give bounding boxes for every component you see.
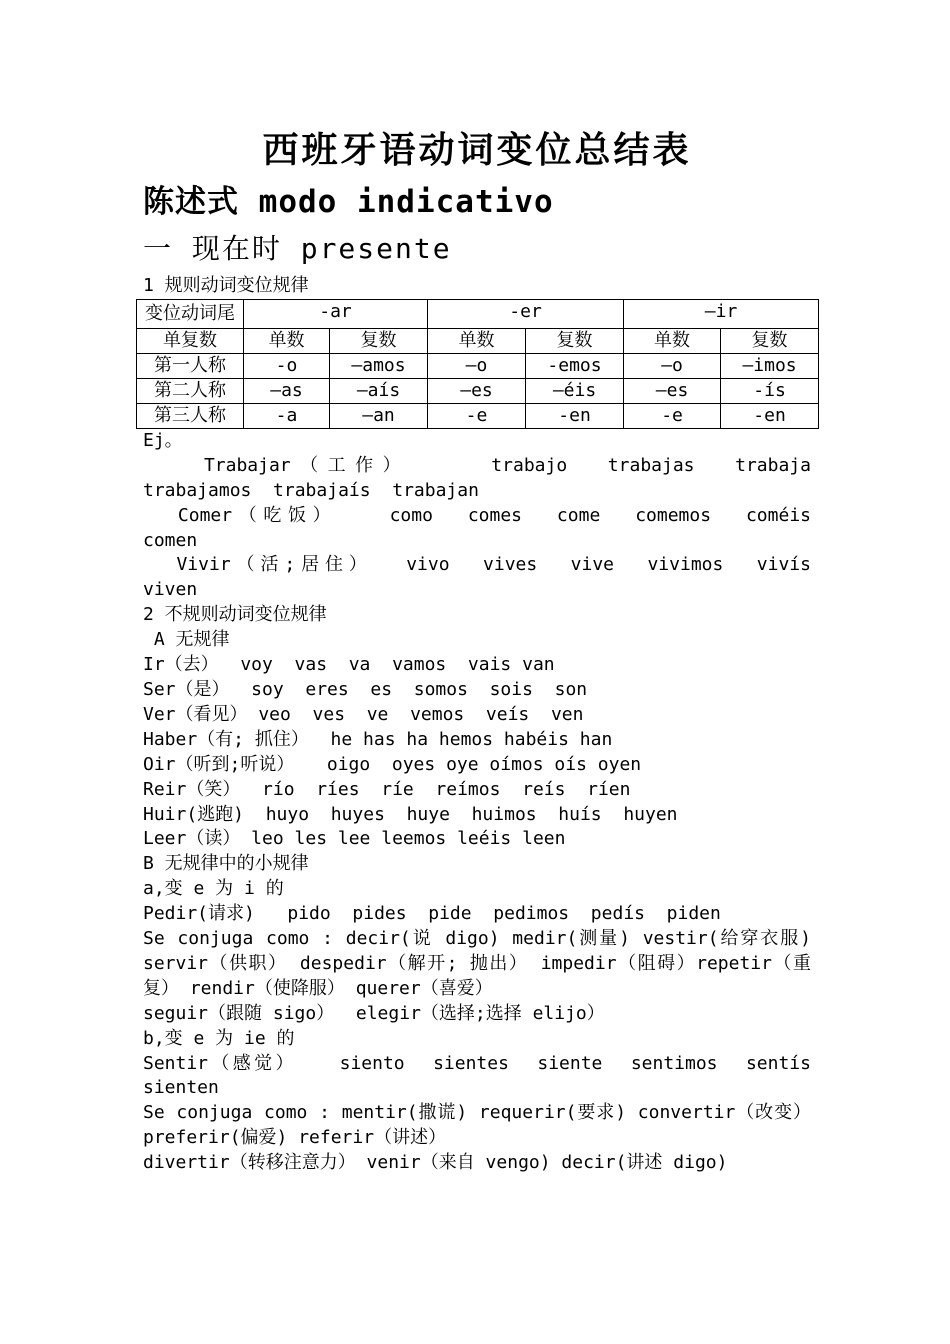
table-cell: -ís — [721, 378, 819, 403]
example-line: Trabajar（工作） trabajo trabajas trabaja — [143, 454, 811, 476]
table-row — [137, 378, 819, 403]
irregular-verb-line: Huir(逃跑) huyo huyes huye huimos huís huyen — [143, 803, 678, 825]
table-cell: -en — [721, 403, 819, 428]
table-cell: -a — [244, 403, 330, 428]
pedir-like-verbs-end: seguir（跟随 sigo） elegir（选择;选择 elijo） — [143, 1002, 605, 1024]
table-cell: 复数 — [526, 328, 624, 353]
table-cell: —éis — [526, 378, 624, 403]
table-cell: 复数 — [330, 328, 428, 353]
table-cell: 复数 — [721, 328, 819, 353]
table-cell: -e — [428, 403, 526, 428]
table-cell: -e — [624, 403, 721, 428]
table-header-row — [137, 299, 819, 328]
table-cell: 单复数 — [137, 328, 244, 353]
table-cell: 单数 — [428, 328, 526, 353]
irregular-verb-line: Leer（读） leo les lee leemos leéis leen — [143, 828, 566, 850]
irregular-verb-line: Reir（笑） río ríes ríe reímos reís ríen — [143, 778, 631, 800]
pedir-conjugation: Pedir(请求) pido pides pide pedimos pedís piden — [143, 903, 721, 925]
table-ending-er: -er — [428, 299, 624, 328]
table-cell: 单数 — [244, 328, 330, 353]
table-cell: —imos — [721, 353, 819, 378]
table-row — [137, 328, 819, 353]
table-cell: —es — [428, 378, 526, 403]
example-label: Ej。 — [143, 429, 183, 451]
table-cell: 第一人称 — [137, 353, 244, 378]
sentir-conjugation: Sentir（感觉） siento sientes siente sentimos sentís — [143, 1052, 811, 1074]
mood-heading: 陈述式 modo indicativo — [143, 184, 554, 220]
table-cell: -en — [526, 403, 624, 428]
table-cell: —amos — [330, 353, 428, 378]
example-line: trabajamos trabajaís trabajan — [143, 479, 479, 501]
irregular-verb-line: Ir（去） voy vas va vamos vais van — [143, 654, 555, 676]
table-cell: 第三人称 — [137, 403, 244, 428]
pedir-like-verbs: Se conjuga como : decir(说 digo) medir(测量) vestir(给穿衣服) servir（供职） despedir（解开; 抛出） impedir（阻碍）repetir（重复） rendir（使降服） querer（喜爱） — [143, 928, 811, 999]
section-regular-heading: 1 规则动词变位规律 — [143, 275, 309, 296]
irregular-verb-line: Haber（有; 抓住） he has ha hemos habéis han — [143, 728, 613, 750]
table-row — [137, 353, 819, 378]
section-irregular-heading: 2 不规则动词变位规律 — [143, 604, 327, 626]
sentir-like-verbs-end: divertir（转移注意力） venir（来自 vengo) decir(讲述 digo) — [143, 1152, 728, 1174]
table-cell: —o — [624, 353, 721, 378]
table-cell: -emos — [526, 353, 624, 378]
rule-e-to-ie-heading: b,变 e 为 ie 的 — [143, 1027, 295, 1049]
conjugation-table — [136, 299, 819, 429]
table-cell: 第二人称 — [137, 378, 244, 403]
irregular-verb-line: Ser（是） soy eres es somos sois son — [143, 678, 588, 700]
example-line: comen — [143, 529, 198, 551]
rule-e-to-i-heading: a,变 e 为 i 的 — [143, 878, 284, 900]
table-cell: —aís — [330, 378, 428, 403]
table-cell: —o — [428, 353, 526, 378]
table-cell: —as — [244, 378, 330, 403]
table-cell: —es — [624, 378, 721, 403]
table-cell: 单数 — [624, 328, 721, 353]
tense-heading: 一 现在时 presente — [143, 232, 452, 265]
example-line: viven — [143, 579, 198, 601]
irregular-verb-line: Oir（听到;听说） oigo oyes oye oímos oís oyen — [143, 753, 642, 775]
table-cell: -o — [244, 353, 330, 378]
table-ending-ir: —ir — [624, 299, 819, 328]
table-ending-ar: -ar — [244, 299, 428, 328]
example-line: Vivir（活;居住） vivo vives vive vivimos vivís — [143, 554, 811, 576]
subsection-no-rule: A 无规律 — [143, 629, 230, 651]
table-cell: —an — [330, 403, 428, 428]
sentir-conjugation-end: sienten — [143, 1077, 219, 1099]
table-row — [137, 403, 819, 428]
document-title: 西班牙语动词变位总结表 — [262, 129, 692, 171]
example-line: Comer（吃饭） como comes come comemos coméis — [143, 504, 811, 526]
sentir-like-verbs: Se conjuga como : mentir(撒谎) requerir(要求) convertir（改变） preferir(偏爱) referir（讲述） — [143, 1102, 811, 1149]
document-page — [143, 126, 811, 1176]
irregular-verb-line: Ver（看见） veo ves ve vemos veís ven — [143, 703, 584, 725]
table-corner-cell: 变位动词尾 — [137, 299, 244, 328]
subsection-small-rules: B 无规律中的小规律 — [143, 853, 309, 875]
